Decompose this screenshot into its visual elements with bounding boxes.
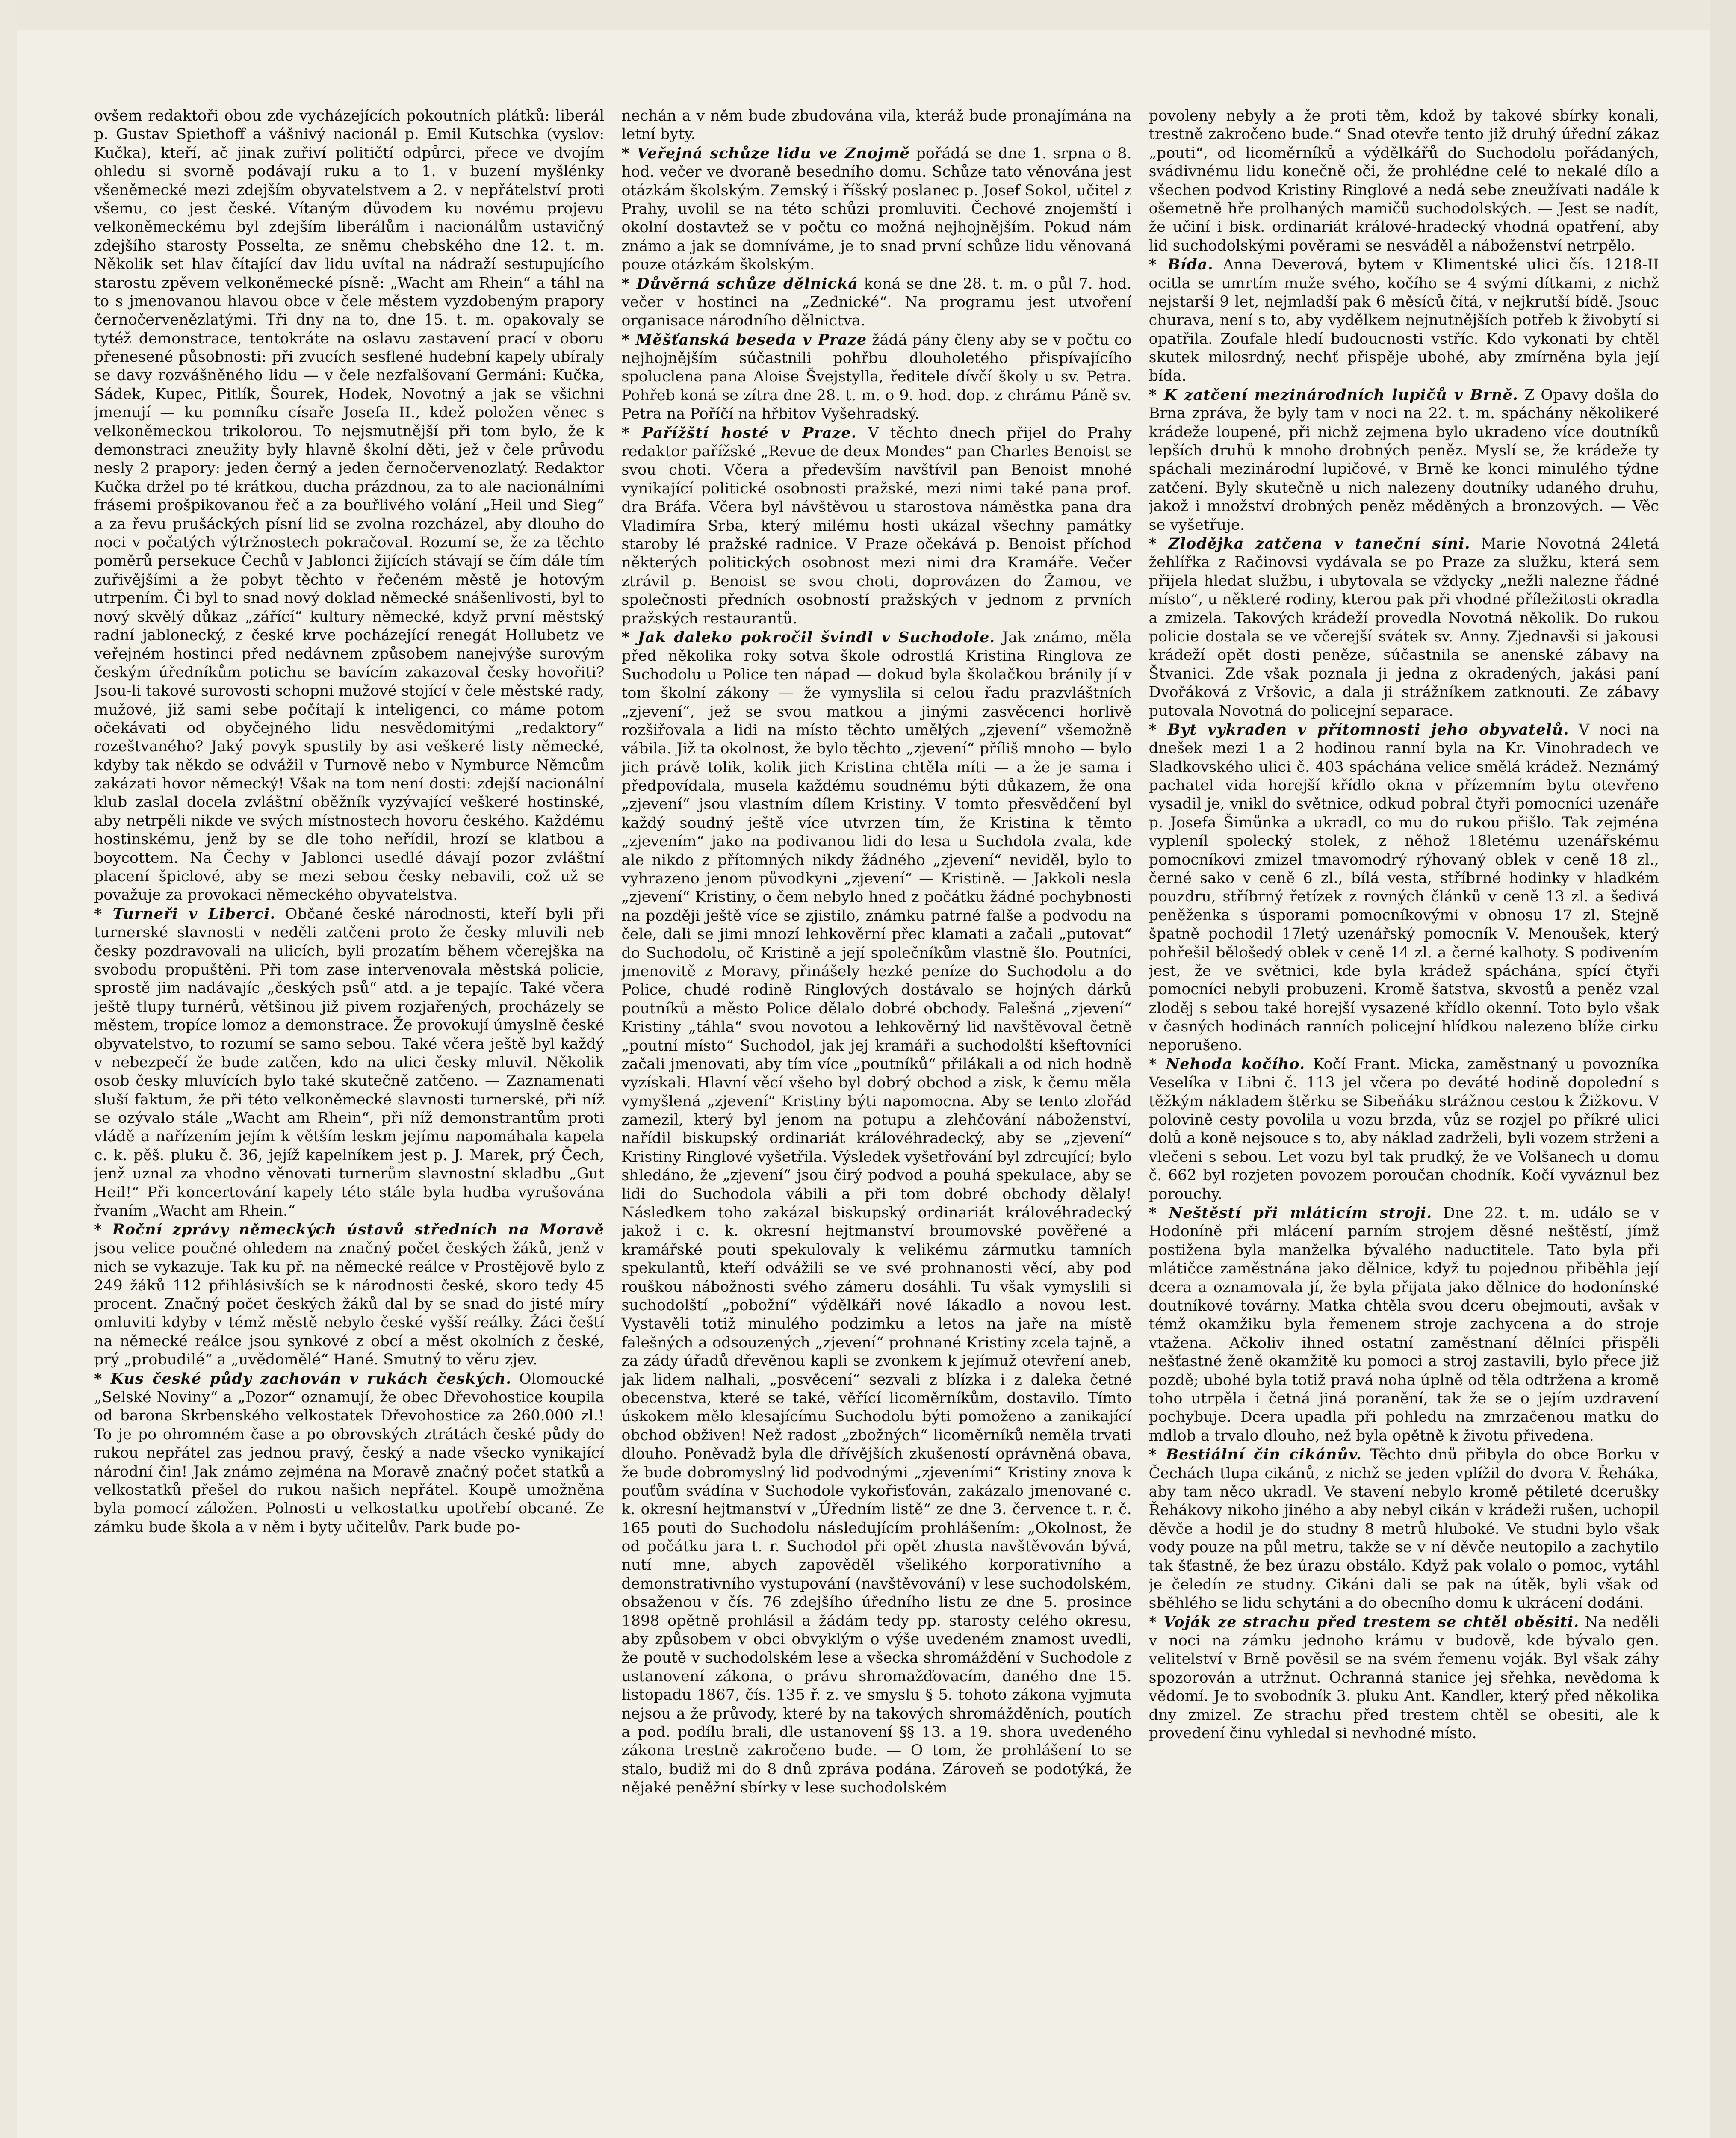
article-paragraph bbox=[1149, 1055, 1659, 1204]
article-text: Těchto dnů přibyla do obce Borku v Čechách tlupa cikánů, z nichž se jeden vplížil do dvora V. Řeháka, aby tam něco ukradl. Ve stavení nebylo kromě pětileté dcerušky Řehákovy nikoho jiného a aby nebyl cikán v krádeži rušen, uchopil děvče a hodil je do studny 8 metrů hluboké. Ve studni bylo však vody pouze na půl metru, takže se v ní děvče neutopilo a zachytilo tak šťastně, že bez úrazu obstálo. Když pak volalo o pomoc, vytáhl je čeledín ze studny. Cikáni dali se pak na útěk, byli však od sběhlého se lidu schytáni a do obecního domu k ukrácení dodáni. bbox=[1148, 1446, 1659, 1612]
article-text: Z Opavy došla do Brna zpráva, že byly tam v noci na 22. t. m. spáchány několikeré krádeže loupené, při nichž zejmena bylo ukradeno více doutníků lepších druhů k mnoho drobných peněz. Myslí se, že krádeže ty spáchali mezinárodní lupičové, v Brně ke konci minulého týdne zatčení. Byly skutečně u nich nalezeny doutníky udaného druhu, jakož i množství drobných peněz měděných a bronzových. — Věc se vyšetřuje. bbox=[1148, 386, 1659, 534]
article-paragraph bbox=[94, 1220, 604, 1369]
article-text: nechán a v něm bude zbudována vila, kteráž bude pronajímána na letní byty. bbox=[621, 107, 1132, 143]
article-paragraph bbox=[94, 1370, 604, 1537]
article-heading: * Důvěrná schůze dělnická bbox=[621, 275, 858, 292]
article-paragraph bbox=[621, 275, 1131, 331]
article-heading: * Zlodějka zatčena v taneční síni. bbox=[1148, 534, 1470, 552]
article-paragraph bbox=[621, 331, 1131, 424]
article-heading: * Neštěstí při mláticím stroji. bbox=[1148, 1204, 1432, 1222]
article-heading: * Bída. bbox=[1148, 256, 1213, 274]
article-text: koná se dne 28. t. m. o půl 7. hod. večer v hostinci na „Zednické“. Na programu jest utvoření organisace národního dělnictva. bbox=[621, 275, 1132, 330]
article-paragraph bbox=[1149, 386, 1659, 534]
article-text: Občané české národnosti, kteří byli při turnerské slavnosti v neděli zatčeni proto že česky mluvili neb česky pozdravovali na ulicích, byli prozatím během včerejška na svobodu propuštěni. Při tom zase intervenovala městská policie, sprostě jim nadávajíc „českých psů“ atd. a je tepajíc. Také včera ještě tlupy turnérů, většinou již pivem rozjařených, procházely se městem, tropíce lomoz a demonstrace. Že provokují úmyslně české obyvatelstvo, to rozumí se samo sebou. Také včera ještě byl každý v nebezpečí že bude zatčen, kdo na ulici česky mluvil. Několik osob česky mluvících bylo také skutečně zatčeno. — Zaznamenati sluší faktum, že při této velkoněmecké slavnosti turnerské, při níž se ozývalo stále „Wacht am Rhein“, při níž demonstrantům proti vládě a nařízením jejím k větším leskm jejímu napomáhala kapela c. k. pěš. pluku č. 36, jejíž kapelníkem jest p. J. Marek, prý Čech, jenž uznal za vhodno věnovati turnerům slavnostní skladbu „Gut Heil!“ Při koncertování kapely této stále byla hudba vyrušována řvaním „Wacht am Rhein.“ bbox=[94, 905, 605, 1220]
article-heading: * K zatčení mezinárodních lupičů v Brně. bbox=[1148, 386, 1518, 404]
article-paragraph bbox=[94, 905, 604, 1221]
page-left-edge bbox=[0, 0, 17, 2138]
article-heading: * Kus české půdy zachován v rukách českých. bbox=[94, 1370, 512, 1388]
article-paragraph bbox=[1149, 534, 1659, 721]
column-3 bbox=[1149, 107, 1659, 2138]
newspaper-columns bbox=[94, 107, 1659, 2138]
article-paragraph bbox=[1149, 1204, 1659, 1445]
article-text: Jak známo, měla před několika roky sotva škole odrostlá Kristina Ringlova ze Suchodolu u Police ten nápad — dokud byla školačkou bránily jí v tom školní zákony — že vymyslila si celou řadu prazvláštních „zjevení“, jež se svou matkou a jinými zasvěcenci horlivě rozšiřovala a lidi na místo těchto umělých „zjevení“ všemožně vábila. Již ta okolnost, že bylo těchto „zjevení“ příliš mnoho — bylo jich právě tolik, kolik jich Kristina chtěla míti — a že je sama i předpovídala, musela každému soudnému býti důkazem, že ona „zjevení“ jsou vlastním dílem Kristiny. V tomto přesvědčení byl každý soudný ještě více utvrzen tím, že Kristina k těmto „zjevením“ jako na podivanou lidi do lesa u Suchdola zvala, kde ale nikdo z přítomných nikdy žádného „zjevení“ neviděl, bylo to vyhrazeno jenom původkyni „zjevení“ — Kristině. — Jakkoli nesla „zjevení“ Kristiny, o čem nebylo hned z počátku žádné pochybnosti na později ještě více se zjistilo, známku patrné falše a podvodu na čele, dali se jimi mnozí lehkověrní přec klamati a začali „putovat“ do Suchodolu, oč Kristině a její společníkům vlastně šlo. Poutníci, jmenovitě z Moravy, přinášely hezké peníze do Suchodolu a do Police, chudé rodině Ringlových dostávalo se hojných dárků poutníků a město Police dělalo dobré obchody. Falešná „zjevení“ Kristiny „táhla“ svou novotou a lehkověrný lid navštěvoval četně „poutní místo“ Suchodol, jak jej kramáři a suchodolští kšeftovníci začali jmenovati, aby tím více „poutníků“ přilákali a od nich hodně vyzískali. Hlavní věcí všeho byl dobrý obchod a zisk, k čemu měla vymyšlená „zjevení“ Kristiny býti napomocna. Aby se tento zlořád zamezil, který byl jenom na potupu a zlehčování náboženství, nařídil biskupský ordinariát královéhradecký, aby se „zjevení“ Kristiny Ringlové vyšetřila. Výsledek vyšetřování byl zdrcující; bylo shledáno, že „zjevení“ jsou čirý podvod a pouhá spekulace, aby se lidi do Suchodola vábili a při tom dobré obchody dělaly! Následkem toho zakázal biskupský ordinariát královéhradecký jakož i c. k. okresní hejtmanství broumovské pověřené a kramářské pouti spekulovaly k velikému zármutku tamních spekulantů, kteří odvážili se ve své prohnanosti věcí, aby pod rouškou nábožnosti svého zámeru dosáhli. Tu však vymyslili si suchodolští „pobožní“ výdělkáři nové lákadlo a novou lest. Vystavěli totiž minulého podzimku a letos na jaře na místě falešných a odsouzených „zjevení“ prohnané Kristiny zcela tajně, a za zády úřadů dřevěnou kapli se zvonkem k jejímuž otevření aneb, jak lidem nalhali, „posvěcení“ sezvali z blízka i z daleka četné obecenstva, které se také, věřící licoměrníkům, dostavilo. Tímto úskokem mělo klesajícímu Suchodolu býti pomoženo a zanikající obchod obživen! Než radost „zbožných“ licoměrníků neměla trvati dlouho. Poněvadž byla dle dřívějších zkušeností oprávněná obava, že bude dobromyslný lid podvodnými „zjeveními“ Kristiny znova k pouťům svádína v Suchodole vykořisťován, zakázalo jmenované c. k. okresní hejtmanství v „Úředním listě“ ze dne 3. července t. r. č. 165 pouti do Suchodolu následujícím prohlášením: „Okolnost, že od počátku jara t. r. Suchodol při opět zhusta navštěvován bývá, nutí mne, abych zapověděl všelikého korporativního a demonstrativního vystupování (navštěvování) v lese suchodolském, obsaženou v čís. 76 zdejšího úředního listu ze dne 5. prosince 1898 opětně prohlásil a žádám tedy pp. starosty celého okresu, aby způsobem v obci obvyklým o výše uvedeném znamost uvedli, že poutě v suchodolském lese a všecka shromáždění v Suchodole z ustanovení zákona, o právu shromažďovacím, daného dne 15. listopadu 1867, čís. 135 ř. z. ve smyslu § 5. tohoto zákona vyjmuta nejsou a že průvody, které by na takových shromážděních, poutích a pod. podílu brali, dle ustanovení §§ 13. a 19. shora uvedeného zákona trestně zakročeno bude. — O tom, že prohlášení to se stalo, budiž mi do 8 dnů zpráva podána. Zároveň se podotýká, že nějaké peněžní sbírky v lese suchodolském bbox=[621, 629, 1132, 1797]
column-1 bbox=[94, 107, 604, 2138]
article-paragraph bbox=[1149, 721, 1659, 1055]
article-heading: * Roční zprávy německých ústavů středních na Moravě bbox=[94, 1221, 605, 1239]
article-text: Anna Deverová, bytem v Klimentské ulici čís. 1218-II ocitla se umrtím muže svého, kočího se 4 svými dítkami, z nichž nejstarší 9 let, nejmladší pak 6 měsíců čítá, v nejkrutší bídě. Jsouc churava, není s to, aby vydělkem nejnutnějších potřeb k živobytí si opatřila. Zoufale hledí budoucnosti vstříc. Kdo vykonati by chtěl skutek milosrdný, nechť přispěje ubohé, aby zmírněna byla její bída. bbox=[1148, 256, 1659, 385]
article-paragraph bbox=[621, 424, 1131, 628]
article-paragraph bbox=[621, 628, 1131, 1798]
article-heading: * Byt vykraden v přítomnosti jeho obyvatelů. bbox=[1148, 721, 1569, 738]
article-text: pořádá se dne 1. srpna o 8. hod. večer ve dvoraně besedního domu. Schůze tato věnována jest otázkám školským. Zemský i říšský poslanec p. Josef Sokol, učitel z Prahy, uvolil se na této schůzi promluviti. Čechové znojemští i okolní dostavtež se v počtu co možná nejhojnějším. Pokud nám známo a jak se domníváme, je to snad první schůze lidu věnovaná pouze otázkám školským. bbox=[621, 145, 1132, 274]
column-2 bbox=[621, 107, 1131, 2138]
article-text: Dne 22. t. m. událo se v Hodoníně při mlácení parním strojem děsné neštěstí, jímž postižena byla manželka bývalého naductitele. Tato byla při mlátičce zaměstnána jako dělnice, když tu pojednou přiběhla její dcera a oznamovala jí, že byla přijata jako dělnice do hodonínské doutníkové továrny. Matka chtěla svou dceru obejmouti, avšak v témž okamžiku byla řemenem stroje zachycena a do stroje vtažena. Ačkoliv ihned ostatní zaměstnaní dělníci přispěli nešťastné ženě okamžitě ku pomoci a stroj zastavili, bylo přece již pozdě; ubohé byla totiž pravá noha úplně od těla odtržena a kromě toho utrpěla i četná jiná poranění, tak že se o jejím uzdravení pochybuje. Dcera upadla při pohledu na zmrzačenou matku do mdlob a trvalo dlouho, než byla opětně k životu přivedena. bbox=[1148, 1205, 1659, 1444]
article-paragraph bbox=[621, 107, 1131, 144]
article-text: Kočí Frant. Micka, zaměstnaný u povozníka Veselíka v Libni č. 113 jel včera po deváté hodině dopolední s těžkým nákladem štěrku se Sibeňáku strážnou cestou k Žižkovu. V polovině cesty povolila u vozu brzda, vůz se rozjel po příkré ulici dolů a koně nejsouce s to, aby náklad zadrželi, byli vozem strženi a vlečeni s sebou. Let vozu byl tak prudký, že ve Volšanech u domu č. 662 byl rozjeten povozem poroučan chodník. Kočí vyváznul bez porouchy. bbox=[1148, 1055, 1659, 1203]
article-paragraph bbox=[621, 144, 1131, 275]
page-top-edge bbox=[0, 0, 1736, 30]
article-paragraph bbox=[1149, 107, 1659, 255]
article-text: jsou velice poučné ohledem na značný počet českých žáků, jenž v nich se vykazuje. Tak ku př. na německé reálce v Prostějově bylo z 249 žáků 112 přihlásivších se k národnosti české, skoro tedy 45 procent. Značný počet českých žáků dal by se snad do jisté míry omluviti kdyby v témž městě nebylo české vyšší reálky. Žáci čeští na německé reálce jsou synkové z obcí a měst okolních z české, prý „probudilé“ a „uvědomělé“ Hané. Smutný to věru zjev. bbox=[94, 1240, 605, 1369]
article-text: Na neděli v noci na zámku jednoho krámu v budově, kde bývalo gen. velitelství v Brně pověsil se na svém řemenu voják. Byl však záhy spozorován a utržnut. Ochranná stanice jej sřehka, nevědoma k vědomí. Je to svobodník 3. pluku Ant. Kandler, který před několika dny zmizel. Ze strachu před trestem chtěl se obesiti, ale k provedení činu vyhledal si nevhodné místo. bbox=[1148, 1613, 1659, 1742]
article-text: povoleny nebyly a že proti těm, kdož by takové sbírky konali, trestně zakročeno bude.“ Snad otevře tento již druhý úřední zákaz „pouti“, od licoměrníků a výdělkářů do Suchodolu pořádaných, svádivnému lidu konečně oči, že prohlédne celé to nekalé dílo a všechen podvod Kristiny Ringlové a nedá sebe zneužívati nadále k ošemetně hře prolhaných mamičů suchodolských. — Jest se nadít, že učiní i bisk. ordinariát králové-hradecký vhodná opatření, aby lid suchodolskými pověrami se nesváděl a náboženství netrpělo. bbox=[1148, 107, 1659, 254]
article-text: ovšem redaktoři obou zde vycházejících pokoutních plátků: liberál p. Gustav Spiethoff a vášnivý nacionál p. Emil Kutschka (vyslov: Kučka), kteří, ač jinak zuřiví političtí odpůrci, přece ve dvojím ohledu si svorně podávají ruku a to 1. v buzení myšlénky všeněmecké mezi zdejším obyvatelstvem a 2. v nepřátelství proti všemu, co jest české. Vítaným důvodem ku novému projevu velkoněmeckému byl zdejším liberálům i nacionálům ustavičný zdejšího starosty Posselta, ze sněmu chebského dne 12. t. m. Několik set hlav čítající dav lidu uvítal na nádraží sestupujícího starostu zpěvem velkoněmecké písně: „Wacht am Rhein“ a táhl na to s jmenovanou hlavou obce v čele městem vyzdobeným prapory černočervenězlatými. Tři dny na to, dne 15. t. m. opakovaly se tytéž demonstrace, tentokráte na oslavu zastavení prací v oboru přenesené působnosti: při zvucích sesflené hudební kapely ubíraly se davy rozvášněného lidu — v čele nezfalšovaní Germáni: Kučka, Sádek, Kupec, Pitlík, Šourek, Hodek, Novotný a jak se všichni jmenují — ku pomníku císaře Josefa II., kdež položen věnec s velkoněmeckou trikolorou. To nejsmutnější při tom bylo, že k demonstraci zneužity byly hlavně školní děti, jež v čele průvodu nesly 2 prapory: jeden černý a jeden černočervenozlatý. Redaktor Kučka držel po té krátkou, ducha prázdnou, za to ale nacionálními frásemi prošpikovanou řeč a za bouřlivého volání „Heil und Sieg“ a za řevu prušáckých písní lid se zvolna rozcházel, aby dlouho do noci v počatých výtržnostech pokračoval. Rozumí se, že za těchto poměrů persekuce Čechů v Jablonci žijících stávají se čím dále tím zuřivějšími a že pobyt těchto v řečeném městě je hotovým utrpením. Či byl to snad nový doklad německé snášenlivosti, byl to nový skvělý důkaz „zářící“ kultury německé, když první městský radní jablonecký, z české krve pocházející renegát Hollubetz ve veřejném hostinci před nedávnem způsobem nanejvýše surovým českým úředníkům potichu se bavícím zakazoval česky hovořiti? Jsou-li takové surovosti schopni mužové stojící v čele městské rady, mužové, již sami sebe počítají k inteligenci, co máme potom očekávati od obyčejného lidu nesvědomitými „redaktory“ rozeštvaného? Jaký povyk spustily by asi veškeré listy německé, kdyby tak někdo se odvážil v Turnově nebo v Nymburce Němcům zakázati hovor německý! Však na tom není dosti: zdejší nacionální klub zaslal docela zvláštní oběžník vyzývající veškeré hostinské, aby netrpěli nikde ve svých místnostech hovoru českého. Každému hostinskému, jenž by se dle toho neřídil, hrozí se klatbou a boycottem. Na Čechy v Jablonci usedlé dávají pozor zvláštní placení špiclové, aby se mezi sebou česky nebavili, což už se považuje za provokaci německého obyvatelstva. bbox=[94, 107, 605, 904]
article-heading: * Turneři v Liberci. bbox=[94, 905, 276, 923]
article-text: Marie Novotná 24letá žehlířka z Račinovsi vydávala se po Praze za služku, která sem přijela hledat službu, i ubytovala se vždycky „nežli nalezne řádné místo“, u některé rodiny, kterou pak při vhodné příležitosti okradla a zmizela. Takových krádeží provedla Novotná několik. Do rukou policie dostala se ve včerejší svátek sv. Anny. Zjednavši si jakousi krádeží opět dosti peněze, súčastnila se anenské zábavy na Štvanici. Zde však poznala ji jedna z okradených, jakási paní Dvořáková z Vršovic, a dala ji strážníkem zatknouti. Ze zábavy putovala Novotná do policejní separace. bbox=[1148, 535, 1659, 720]
article-heading: * Měšťanská beseda v Praze bbox=[621, 331, 867, 348]
article-paragraph bbox=[1149, 255, 1659, 386]
article-text: V noci na dnešek mezi 1 a 2 hodinou ranní byla na Kr. Vinohradech ve Sladkovského ulici č. 403 spáchána velice smělá krádež. Neznámý pachatel vida horejší křídlo okna v přízemním bytu otevřeno vysadil je, vnikl do světnice, odkud pobral čtyři pomocníci uzenáře p. Josefa Šimůnka a ukradl, co mu do rukou přišlo. Tak zejména vypleníl spolecký stolek, z něhož 18letému uzenářskému pomocníkovi zmizel tmavomodrý rýhovaný oblek v ceně 18 zl., černé sako v ceně 6 zl., bílá vesta, stříbrné hodinky v hladkém pouzdru, stříbrný řetízek z rovných článků v ceně 13 zl. a šedivá peněženka s úsporami pomocníkovými v obnosu 17 zl. Stejně špatně pochodil 17letý uzenářský pomocník V. Menoušek, který pohřešil bělošedý oblek v ceně 14 zl. a černé kalhoty. S podivením jest, že ve světnici, kde byla krádež spáchána, spící čtyři pomocníci nebyli probuzeni. Kromě šatstva, skvostů a peněz vzal zloděj s sebou také horejší vysazené křídlo okenní. Toto bylo však v časných hodinách ranních policejní hlídkou nalezeno blíže cirku neporušeno. bbox=[1148, 721, 1659, 1054]
article-paragraph bbox=[1149, 1445, 1659, 1613]
article-heading: * Jak daleko pokročil švindl v Suchodole. bbox=[621, 628, 995, 646]
article-heading: * Pařížští hosté v Praze. bbox=[621, 424, 857, 442]
page-right-edge bbox=[1710, 0, 1736, 2138]
article-paragraph bbox=[1149, 1613, 1659, 1743]
article-heading: * Veřejná schůze lidu ve Znojmě bbox=[621, 144, 910, 162]
article-text: V těchto dnech přijel do Prahy redaktor pařížské „Revue de deux Mondes“ pan Charles Benoist se svou choti. Včera a především navštívil pan Benoist mnohé vynikající politické osobnosti pražské, mezi nimi také pana prof. dra Bráfa. Včera byl návštěvou u starostova náměstka pana dra Vladimíra Srba, který milému hosti ukázal všechny památky staroby lé pražské radnice. V Praze očekává p. Benoist příchod některých politických osobnost mezi nimi dra Kramáře. Večer ztrávil p. Benoist se svou choti, doprovázen do Žamou, ve společnosti předních osobností pražských v jednom z prvních pražských restaurantů. bbox=[621, 424, 1132, 627]
article-text: Olomoucké „Selské Noviny“ a „Pozor“ oznamují, že obec Dřevohostice koupila od barona Skrbenského velkostatek Dřevohostice za 260.000 zl.! To je po ohromném čase a po obrovských ztrátách české půdy do rukou nepřátel zas jednou pravý, český a nade všecko vynikající národní čin! Jak známo zejména na Moravě značný počet statků a velkostatků přešel do rukou našich nepřátel. Koupě umožněna byla pomocí záložen. Polnosti u velkostatku upotřebí obcané. Ze zámku bude škola a v něm i byty učitelův. Park bude po- bbox=[94, 1370, 605, 1536]
article-text: žádá pány členy aby se v počtu co nejhojnějším súčastnili pohřbu dlouholetého přispívajícího spoluclena pana Aloise Švejstylla, ředitele dívčí školy u sv. Petra. Pohřeb koná se zítra dne 28. t. m. o 9. hod. dop. z chrámu Páně sv. Petra na Poříčí na hřbitov Vyšehradský. bbox=[621, 331, 1132, 423]
article-paragraph bbox=[94, 107, 604, 905]
article-heading: * Bestiální čin cikánův. bbox=[1148, 1446, 1362, 1464]
article-heading: * Nehoda kočího. bbox=[1148, 1055, 1305, 1073]
article-heading: * Voják ze strachu před trestem se chtěl oběsiti. bbox=[1148, 1613, 1580, 1631]
